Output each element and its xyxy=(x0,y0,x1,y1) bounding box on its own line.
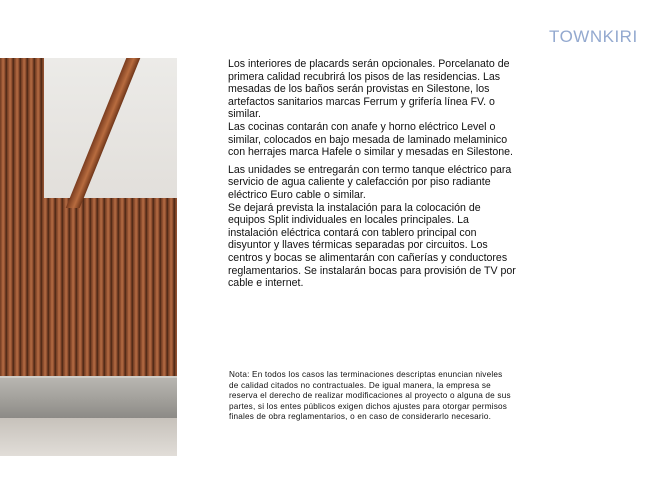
paragraph-heating: Las unidades se entregarán con termo tanque eléctrico para servicio de agua caliente y calefacción por piso radiante eléctrico Euro cable o similar. xyxy=(228,163,512,201)
specifications-text xyxy=(228,58,518,290)
floor-area xyxy=(0,418,177,456)
paragraph-electrical: Se dejará prevista la instalación para la colocación de equipos Split individuales en locales principales. La instalación eléctrica contará con tablero principal con disyuntor y llaves térmicas separadas por circuitos. Los centros y bocas se alimentarán con cañerías y conductores reglamentarios. Se instalarán bocas para provisión de TV por cable e internet. xyxy=(228,201,516,290)
paragraph-finishes: Los interiores de placards serán opcionales. Porcelanato de primera calidad recubrirá los pisos de las residencias. Las mesadas de los baños serán provistas en Silestone, los artefactos sanitarios marcas Ferrum y grifería línea FV. o similar. xyxy=(228,58,510,121)
interior-photo xyxy=(0,58,177,456)
brand-logo-text: TOWNKIRI xyxy=(549,27,638,46)
disclaimer-note: Nota: En todos los casos las terminaciones descriptas enuncian niveles de calidad citados no contractuales. De igual manera, la empresa se reserva el derecho de realizar modificaciones al proyecto o alguna de sus partes, si los entes públicos exigen dichos ajustes para otorgar permisos finales de obra reglamentarios, o en caso de considerarlo necesario. xyxy=(229,370,511,421)
paragraph-kitchens: Las cocinas contarán con anafe y horno eléctrico Level o similar, colocados en bajo mesada de laminado melaminico con herrajes marca Hafele o similar y mesadas en Silestone. xyxy=(228,120,513,159)
stone-counter xyxy=(0,378,177,418)
